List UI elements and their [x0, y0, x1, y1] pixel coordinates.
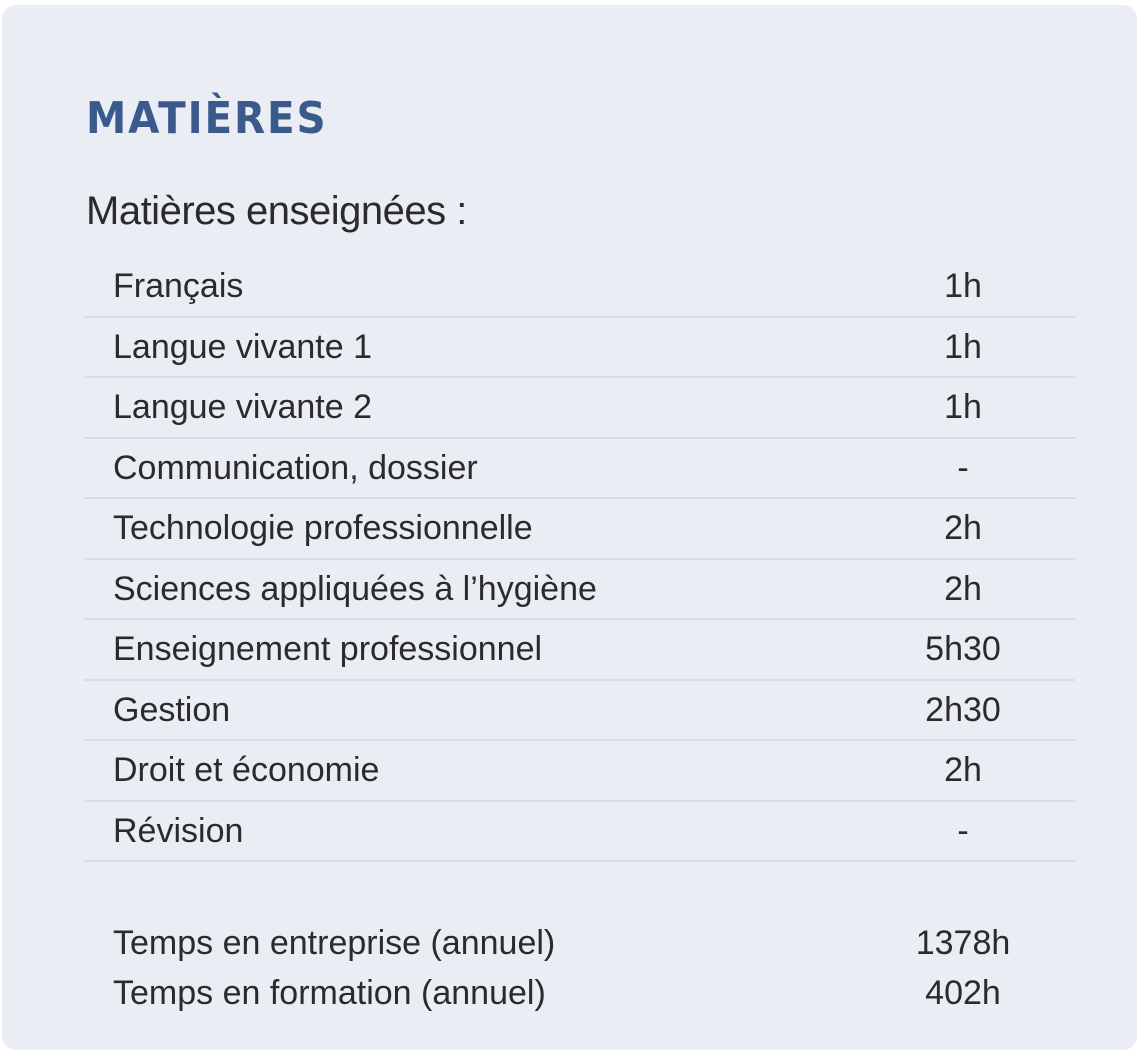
- total-label: Temps en formation (annuel): [113, 974, 546, 1012]
- subject-name: Langue vivante 2: [113, 388, 372, 426]
- subject-name: Langue vivante 1: [113, 327, 372, 366]
- subjects-list: [84, 257, 1075, 862]
- subject-name: Sciences appliquées à l’hygiène: [113, 569, 597, 608]
- subject-name: Technologie professionnelle: [113, 509, 533, 547]
- subject-name: Révision: [113, 811, 244, 850]
- subject-row: [84, 560, 1075, 621]
- total-row-training: [84, 968, 1075, 1018]
- subject-row: [84, 439, 1075, 500]
- subject-name: Droit et économie: [113, 751, 380, 789]
- totals-list: [84, 918, 1075, 1018]
- total-hours: 1378h: [915, 924, 1011, 962]
- subject-row: [84, 318, 1075, 379]
- total-hours: 402h: [925, 974, 1001, 1012]
- subject-hours: 2h30: [925, 690, 1001, 729]
- section-title: MATIÈRES: [86, 93, 328, 144]
- subject-name: Français: [113, 267, 244, 305]
- subject-hours: 2h: [944, 751, 982, 789]
- subject-hours: -: [957, 448, 969, 487]
- subject-name: Enseignement professionnel: [113, 630, 543, 668]
- subject-name: Gestion: [113, 690, 231, 729]
- subject-row: [84, 378, 1075, 439]
- subject-hours: 1h: [944, 327, 982, 366]
- subject-hours: 2h: [944, 509, 982, 547]
- subject-hours: -: [957, 811, 969, 850]
- total-row-company: [84, 918, 1075, 968]
- subject-hours: 1h: [944, 388, 982, 426]
- subject-row: [84, 802, 1075, 863]
- subject-hours: 2h: [944, 569, 982, 608]
- section-subtitle: Matières enseignées :: [86, 189, 467, 233]
- subject-row: [84, 741, 1075, 802]
- subject-name: Communication, dossier: [113, 448, 478, 487]
- subject-row: [84, 681, 1075, 742]
- subject-row: [84, 620, 1075, 681]
- subject-hours: 5h30: [925, 630, 1001, 668]
- subject-row: [84, 499, 1075, 560]
- total-label: Temps en entreprise (annuel): [113, 924, 556, 962]
- subject-row: [84, 257, 1075, 318]
- subject-hours: 1h: [944, 267, 982, 305]
